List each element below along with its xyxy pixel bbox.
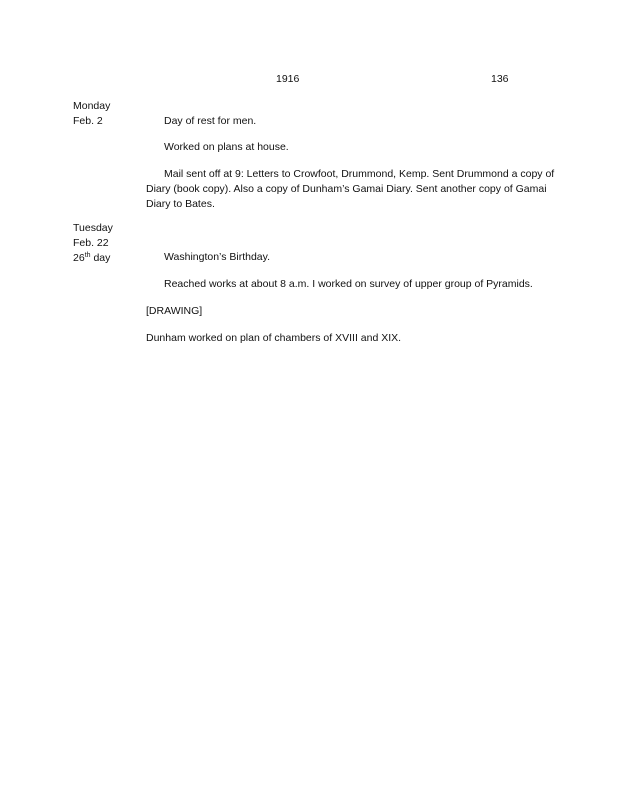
day-count-word: day	[90, 252, 111, 264]
entry-paragraph: Mail sent off at 9: Letters to Crowfoot, Drummond, Kemp. Sent Drummond a copy of Diary (book copy). Also a copy of Dunham’s Gamai Diary. Sent another copy of Gamai Diary to Bates.	[146, 168, 555, 210]
entry-date: Feb. 2	[73, 115, 103, 127]
page-number: 136	[491, 73, 509, 85]
entry-date: Feb. 22	[73, 237, 109, 249]
entry-date-label	[73, 222, 113, 267]
entry-paragraph: Reached works at about 8 a.m. I worked on survey of upper group of Pyramids.	[164, 278, 533, 290]
entry-weekday: Tuesday	[73, 222, 113, 234]
day-count-suffix: th	[84, 252, 91, 259]
entry-weekday: Monday	[73, 100, 111, 112]
day-count-number: 26	[73, 252, 85, 264]
entry-day-count	[73, 252, 113, 267]
entry-paragraph: Worked on plans at house.	[164, 141, 289, 153]
entry-paragraph: Washington’s Birthday.	[164, 251, 271, 263]
entry-paragraph: Day of rest for men.	[164, 115, 257, 127]
entry-date-label	[73, 100, 110, 130]
drawing-placeholder: [DRAWING]	[146, 305, 203, 317]
entry-paragraph: Dunham worked on plan of chambers of XVIII and XIX.	[146, 332, 402, 344]
page-year: 1916	[276, 73, 300, 85]
